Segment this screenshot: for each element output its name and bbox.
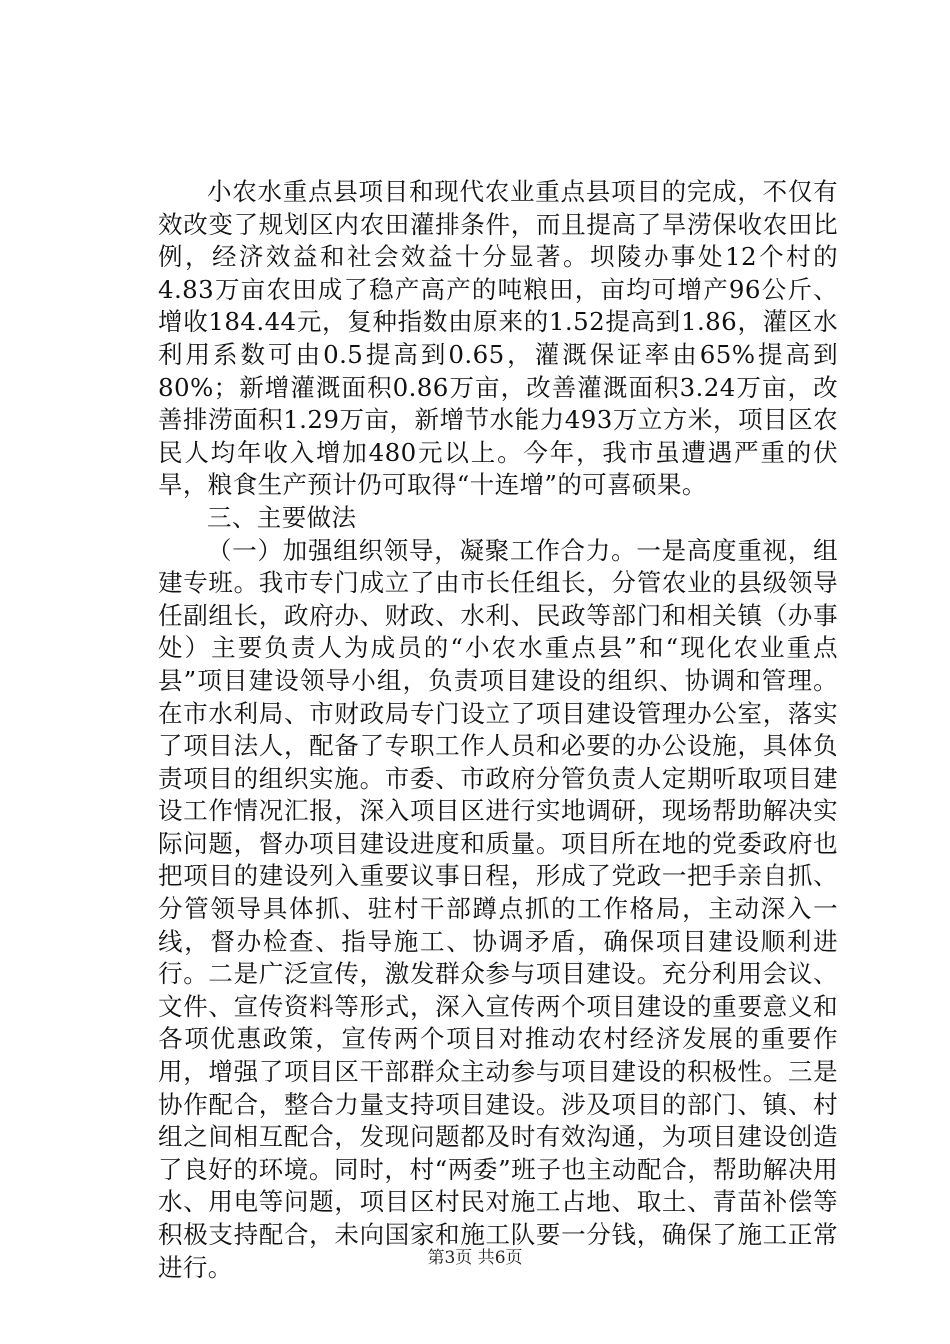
paragraph-organization-leadership: （一）加强组织领导，凝聚工作合力。一是高度重视，组建专班。我市专门成立了由市长任组长，分管农业的县级领导任副组长，政府办、财政、水利、民政等部门和相关镇（办事处）主要负责人为成员的“小农水重点县”和“现化农业重点县”项目建设领导小组，负责项目建设的组织、协调和管理。在市水利局、市财政局专门设立了项目建设管理办公室，落实了项目法人，配备了专职工作人员和必要的办公设施，具体负责项目的组织实施。市委、市政府分管负责人定期听取项目建设工作情况汇报，深入项目区进行实地调研，现场帮助解决实际问题，督办项目建设进度和质量。项目所在地的党委政府也把项目的建设列入重要议事日程，形成了党政一把手亲自抓、分管领导具体抓、驻村干部蹲点抓的工作格局，主动深入一线，督办检查、指导施工、协调矛盾，确保项目建设顺利进行。二是广泛宣传，激发群众参与项目建设。充分利用会议、文件、宣传资料等形式，深入宣传两个项目建设的重要意义和各项优惠政策，宣传两个项目对推动农村经济发展的重要作用，增强了项目区干部群众主动参与项目建设的积极性。三是协作配合，整合力量支持项目建设。涉及项目的部门、镇、村组之间相互配合，发现问题都及时有效沟通，为项目建设创造了良好的环境。同时，村“两委”班子也主动配合，帮助解决用水、用电等问题，项目区村民对施工占地、取土、青苗补偿等积极支持配合，未向国家和施工队要一分钱，确保了施工正常进行。	[158, 535, 838, 1282]
page-number-footer: 第3页 共6页	[427, 1248, 523, 1268]
section-heading-main-practices: 三、主要做法	[207, 502, 357, 532]
document-body	[158, 176, 838, 1284]
paragraph-results: 小农水重点县项目和现代农业重点县项目的完成，不仅有效改变了规划区内农田灌排条件，而且提高了旱涝保收农田比例，经济效益和社会效益十分显著。坝陵办事处12个村的4.83万亩农田成了稳产高产的吨粮田，亩均可增产96公斤、增收184.44元，复种指数由原来的1.52提高到1.86，灌区水利用系数可由0.5提高到0.65，灌溉保证率由65%提高到80%；新增灌溉面积0.86万亩，改善灌溉面积3.24万亩，改善排涝面积1.29万亩，新增节水能力493万立方米，项目区农民人均年收入增加480元以上。今年，我市虽遭遇严重的伏旱，粮食生产预计仍可取得“十连增”的可喜硕果。	[158, 177, 838, 500]
